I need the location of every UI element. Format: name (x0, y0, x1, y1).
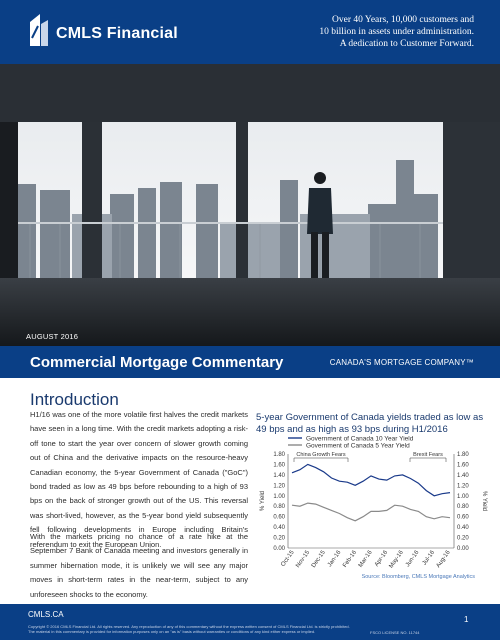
copyright-line: Copyright © 2016 CMLS Financial Ltd. All rights reserved. Any reproduction of any of this commentary without the express written consent of CMLS Financial Ltd. is strictly prohibited. (28, 624, 350, 629)
publication-title: Commercial Mortgage Commentary (30, 354, 284, 371)
city-view-illustration (0, 64, 500, 346)
y-tick-label: 1.80 (273, 452, 285, 458)
y-tick-label-right: 1.80 (457, 452, 469, 458)
cmls-logo[interactable] (28, 12, 198, 52)
hero-image (0, 64, 500, 346)
website-link[interactable]: CMLS.CA (28, 610, 64, 619)
issue-date: AUGUST 2016 (26, 332, 79, 341)
y-tick-label: 0.60 (273, 514, 285, 521)
copyright-notice (28, 624, 408, 634)
x-tick-label: Feb-16 (342, 549, 359, 569)
y-tick-label-right: 0.00 (457, 546, 469, 552)
y-tick-label: 1.40 (273, 472, 285, 479)
x-tick-label: Apr-16 (373, 549, 390, 568)
tagline (264, 14, 474, 50)
tagline-line: Over 40 Years, 10,000 customers and (332, 15, 474, 25)
x-tick-label: Oct-15 (280, 549, 296, 568)
title-bar (0, 346, 500, 378)
annotation-label: China Growth Fears (296, 452, 346, 458)
annotation-bracket (410, 458, 446, 462)
annotation-label: Brexit Fears (413, 452, 443, 458)
brand-name: CMLS Financial (56, 25, 178, 42)
series-line (292, 503, 450, 521)
y-tick-label-right: 1.40 (457, 472, 469, 479)
x-tick-label: Aug-16 (435, 549, 452, 570)
footer (0, 604, 500, 640)
y-tick-label: 1.60 (273, 462, 285, 469)
y-tick-label-right: 1.20 (457, 483, 469, 490)
y-tick-label-right: 0.40 (457, 525, 469, 532)
body-paragraph: H1/16 was one of the more volatile first halves the credit markets have seen in a long time. With the credit markets adopting a risk-off tone to start the year over concern of slower growth coming out of China and the derivative impacts on the resource-heavy Canadian economy, the 5-year Government of Canada ("GoC") bond traded as low as 49 bps before rebounding to a high of 93 bps on the back of stronger growth out of the US. This reversal was short-lived, however, as the 5-year bond yield subsequently fell following developments in Europe including Britain's referendum to exit the European Union. (30, 410, 248, 549)
x-tick-label: Jan-16 (326, 549, 343, 569)
y-tick-label: 0.80 (273, 504, 285, 511)
chart-title: 5-year Government of Canada yields traded as low as 49 bps and as high as 93 bps during H1/2016 (256, 412, 484, 435)
y-tick-label: 1.00 (273, 493, 285, 500)
y-tick-label-right: 0.60 (457, 514, 469, 521)
legend-label: Government of Canada 10 Year Yield (306, 435, 414, 443)
body-paragraph: With the markets pricing no chance of a rate hike at the September 7 Bank of Canada meeting and investors generally in summer hibernation mode, it is unlikely we will see any major moves in short-term rates in the near-term, subject to any unforeseen shocks to the economy. (30, 532, 248, 599)
x-tick-label: Mar-16 (357, 549, 374, 569)
y-axis-label-right: % Yield (481, 490, 487, 512)
x-tick-label: Nov-15 (295, 549, 312, 569)
chart-source: Source: Bloomberg, CMLS Mortgage Analytics (361, 574, 475, 580)
company-slogan: CANADA'S MORTGAGE COMPANY™ (329, 358, 474, 367)
y-tick-label-right: 1.60 (457, 462, 469, 469)
series-line (292, 464, 450, 495)
license-number: FSCO LICENSE NO. 11744 (370, 630, 420, 635)
cmls-logo-icon (28, 12, 50, 48)
page-number: 1 (464, 615, 469, 624)
y-tick-label: 0.00 (273, 546, 285, 552)
y-tick-label-right: 0.20 (457, 535, 469, 542)
section-heading: Introduction (30, 390, 119, 409)
yield-chart (256, 434, 488, 574)
y-axis-label: % Yield (260, 490, 266, 512)
y-tick-label: 0.20 (273, 535, 285, 542)
x-tick-label: May-16 (388, 549, 405, 570)
tagline-line: 10 billion in assets under administration. (319, 27, 474, 37)
y-tick-label-right: 1.00 (457, 493, 469, 500)
tagline-line: A dedication to Customer Forward. (339, 39, 474, 49)
annotation-bracket (294, 458, 348, 462)
header-banner (0, 0, 500, 64)
y-tick-label: 1.20 (273, 483, 285, 490)
x-tick-label: Jul-16 (421, 549, 437, 567)
x-tick-label: Dec-15 (310, 549, 327, 569)
copyright-line: The material in this commentary is provided for information purposes only on an "as is" basis without warranties or conditions of any kind either express or implied. (28, 629, 316, 634)
legend-label: Government of Canada 5 Year Yield (306, 442, 410, 450)
y-tick-label: 0.40 (273, 525, 285, 532)
y-tick-label-right: 0.80 (457, 504, 469, 511)
x-tick-label: Jun-16 (404, 549, 421, 569)
